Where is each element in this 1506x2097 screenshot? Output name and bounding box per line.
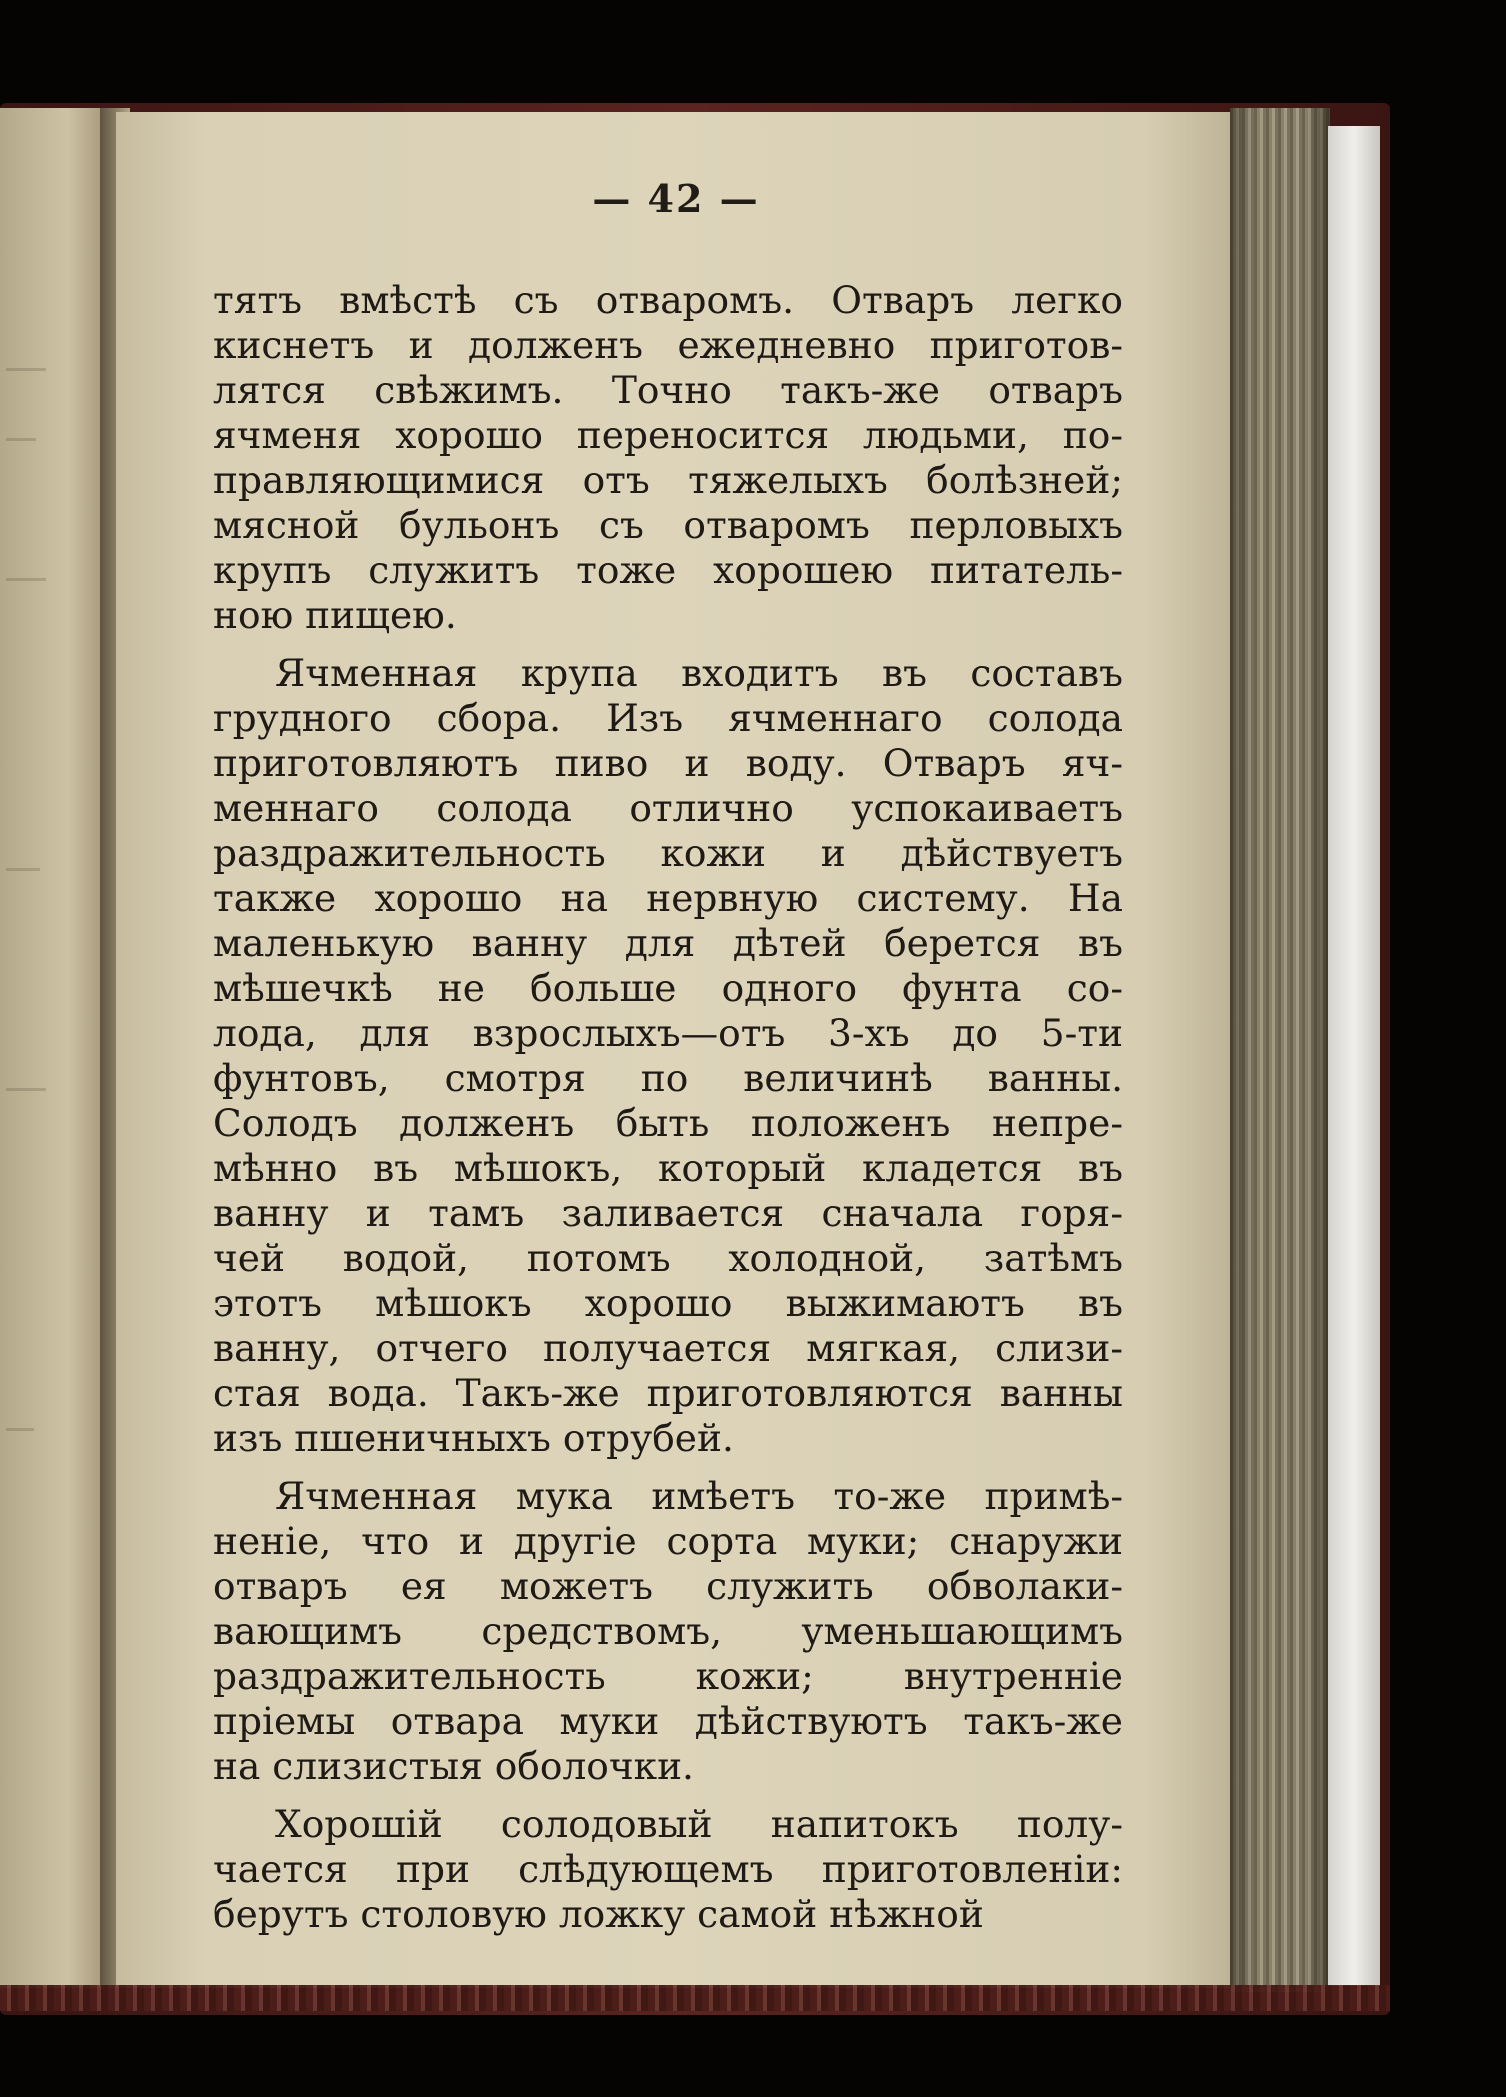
paragraph: [213, 651, 1123, 1461]
text-line: ячменя хорошо переносится людьми, по-: [213, 413, 1123, 457]
text-line: мѣшечкѣ не больше одного фунта со-: [213, 966, 1123, 1010]
text-line: меннаго солода отлично успокаиваетъ: [213, 786, 1123, 830]
text-line: вающимъ средствомъ, уменьшающимъ: [213, 1609, 1123, 1653]
page-body-text: [213, 278, 1123, 1950]
text-line: ванну и тамъ заливается сначала горя-: [213, 1191, 1123, 1235]
text-line: также хорошо на нервную систему. На: [213, 876, 1123, 920]
text-line: приготовляютъ пиво и воду. Отваръ яч-: [213, 741, 1123, 785]
text-line: на слизистыя оболочки.: [213, 1744, 694, 1788]
text-line: тятъ вмѣстѣ съ отваромъ. Отваръ легко: [213, 278, 1123, 322]
text-line: раздражительность кожи; внутреннiе: [213, 1654, 1123, 1698]
text-line: крупъ служитъ тоже хорошею питатель-: [213, 548, 1123, 592]
text-line: отваръ ея можетъ служить обволаки-: [213, 1564, 1123, 1608]
left-page: [0, 108, 112, 1988]
page-number: — 42 —: [592, 176, 760, 221]
text-line: Хорошiй солодовый напитокъ полу-: [275, 1802, 1123, 1846]
text-line: Солодъ долженъ быть положенъ непре-: [213, 1101, 1123, 1145]
text-line: берутъ столовую ложку самой нѣжной: [213, 1892, 984, 1936]
text-line: ненiе, что и другiе сорта муки; снаружи: [213, 1519, 1123, 1563]
page-edges: [1230, 108, 1330, 1992]
text-line: мѣнно въ мѣшокъ, который кладется въ: [213, 1146, 1123, 1190]
text-line: изъ пшеничныхъ отрубей.: [213, 1416, 734, 1460]
text-line: чается при слѣдующемъ приготовленiи:: [213, 1847, 1123, 1891]
paragraph: [213, 1802, 1123, 1937]
text-line: фунтовъ, смотря по величинѣ ванны.: [213, 1056, 1123, 1100]
text-line: стая вода. Такъ-же приготовляются ванны: [213, 1371, 1123, 1415]
paragraph: [213, 278, 1123, 638]
text-line: раздражительность кожи и дѣйствуетъ: [213, 831, 1123, 875]
text-line: лятся свѣжимъ. Точно такъ-же отваръ: [213, 368, 1123, 412]
text-line: Ячменная мука имѣетъ то-же примѣ-: [275, 1474, 1123, 1518]
text-line: прiемы отвара муки дѣйствуютъ такъ-же: [213, 1699, 1123, 1743]
text-line: киснетъ и долженъ ежедневно приготов-: [213, 323, 1123, 367]
paragraph: [213, 1474, 1123, 1789]
text-line: ною пищею.: [213, 593, 457, 637]
text-line: чей водой, потомъ холодной, затѣмъ: [213, 1236, 1123, 1280]
text-line: правляющимися отъ тяжелыхъ болѣзней;: [213, 458, 1123, 502]
text-line: этотъ мѣшокъ хорошо выжимаютъ въ: [213, 1281, 1123, 1325]
cover-bottom-edge: [0, 1985, 1390, 2011]
text-line: грудного сбора. Изъ ячменнаго солода: [213, 696, 1123, 740]
text-line: Ячменная крупа входитъ въ составъ: [275, 651, 1123, 695]
backing-board: [1328, 126, 1380, 1986]
text-line: лода, для взрослыхъ—отъ 3-хъ до 5-ти: [213, 1011, 1123, 1055]
text-line: маленькую ванну для дѣтей берется въ: [213, 921, 1123, 965]
text-line: мясной бульонъ съ отваромъ перловыхъ: [213, 503, 1123, 547]
text-line: ванну, отчего получается мягкая, слизи-: [213, 1326, 1123, 1370]
